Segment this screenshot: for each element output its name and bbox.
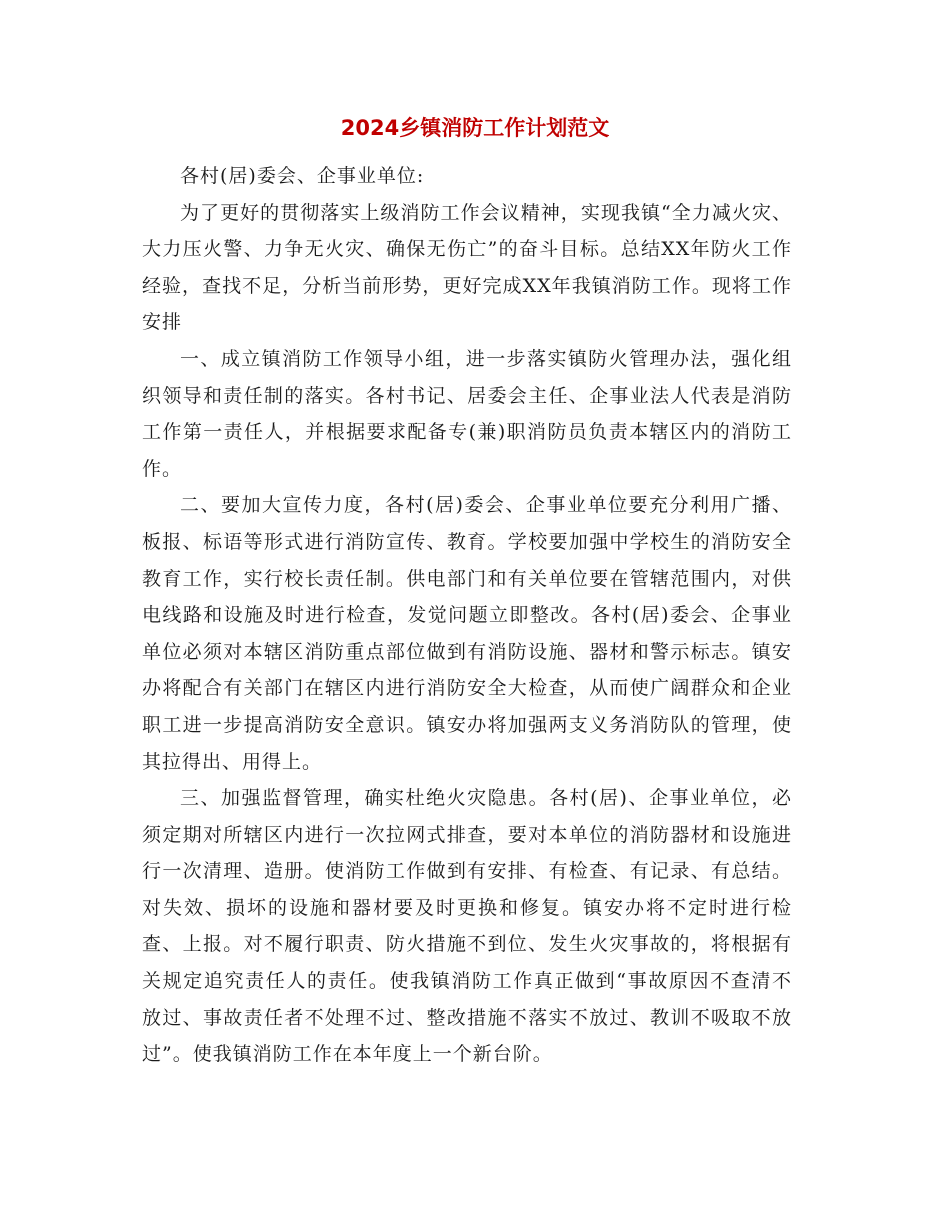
salutation-paragraph: 各村(居)委会、企事业单位:: [180, 165, 425, 187]
section-three-paragraph: 三、加强监督管理，确实杜绝火灾隐患。各村(居)、企事业单位，必须定期对所辖区内进行一次拉网式排查，要对本单位的消防器材和设施进行一次清理、造册。使消防工作做到有安排、有检查、有记录、有总结。对失效、损坏的设施和器材要及时更换和修复。镇安办将不定时进行检查、上报。对不履行职责、防火措施不到位、发生火灾事故的，将根据有关规定追究责任人的责任。使我镇消防工作真正做到“事故原因不查清不放过、事故责任者不处理不过、整改措施不落实不放过、教训不吸取不放过”。使我镇消防工作在本年度上一个新台阶。: [142, 787, 792, 1066]
document-title: 2024乡镇消防工作计划范文: [340, 116, 610, 140]
section-two-paragraph: 二、要加大宣传力度，各村(居)委会、企事业单位要充分利用广播、板报、标语等形式进行消防宣传、教育。学校要加强中学校生的消防安全教育工作，实行校长责任制。供电部门和有关单位要在管辖范围内，对供电线路和设施及时进行检查，发觉问题立即整改。各村(居)委会、企事业单位必须对本辖区消防重点部位做到有消防设施、器材和警示标志。镇安办将配合有关部门在辖区内进行消防安全大检查，从而使广阔群众和企业职工进一步提高消防安全意识。镇安办将加强两支义务消防队的管理，使其拉得出、用得上。: [142, 494, 792, 773]
section-one-paragraph: 一、成立镇消防工作领导小组，进一步落实镇防火管理办法，强化组织领导和责任制的落实。各村书记、居委会主任、企事业法人代表是消防工作第一责任人，并根据要求配备专(兼)职消防员负责本辖区内的消防工作。: [142, 347, 792, 480]
document-body: [142, 158, 792, 1073]
intro-paragraph: 为了更好的贯彻落实上级消防工作会议精神，实现我镇“全力减火灾、大力压火警、力争无火灾、确保无伤亡”的奋斗目标。总结XX年防火工作经验，查找不足，分析当前形势，更好完成XX年我镇消防工作。现将工作安排: [142, 201, 792, 334]
